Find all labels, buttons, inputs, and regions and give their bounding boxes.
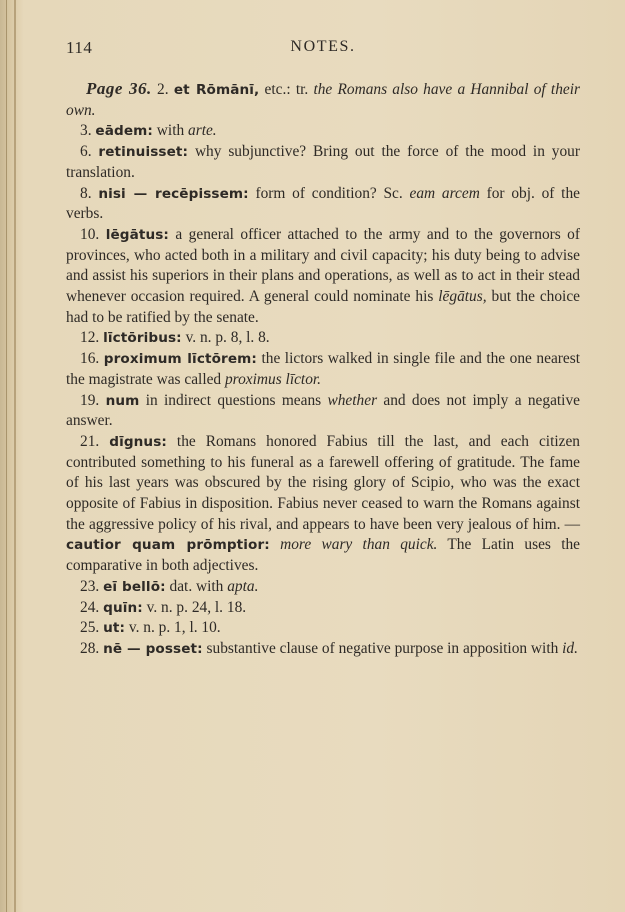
note-text: the lictors walked in single file and the one nearest the magistrate was called: [66, 350, 580, 388]
note-number: 23.: [80, 577, 100, 595]
note-text: [270, 536, 280, 553]
note-12: [66, 328, 580, 349]
note-3: [66, 121, 580, 142]
note-number: 16.: [80, 350, 100, 368]
note-lemma: eādem:: [95, 123, 153, 140]
note-lemma: retinuisset:: [98, 144, 189, 161]
note-text: in indirect questions means: [139, 391, 328, 409]
note-text: with: [152, 122, 189, 140]
note-16: [66, 349, 580, 390]
note-text: v. n. p. 8, l. 8.: [181, 329, 270, 347]
note-lemma: et Rōmānī,: [173, 82, 260, 98]
note-text: The Latin uses the comparative in both adjectives.: [66, 536, 580, 575]
note-number: 2.: [157, 81, 169, 98]
note-number: 10.: [80, 225, 100, 243]
binding-edge: [6, 0, 7, 912]
note-lemma: eī bellō:: [103, 578, 166, 595]
note-21: [66, 432, 580, 577]
note-28: [66, 639, 580, 660]
note-19: [66, 391, 580, 432]
note-number: 24.: [80, 598, 100, 616]
binding-fold: [14, 0, 16, 912]
note-lemma: nisi — recēpissem:: [98, 185, 249, 202]
note-lemma: nē — posset:: [103, 640, 203, 657]
note-23: [66, 577, 580, 598]
note-text: v. n. p. 24, l. 18.: [142, 598, 247, 616]
note-6: [66, 142, 580, 183]
note-text: why subjunctive? Bring out the force of the mood in your translation.: [66, 143, 580, 181]
note-text: v. n. p. 1, l. 10.: [125, 619, 221, 637]
note-italic: proximus līctor.: [224, 370, 322, 388]
note-8: [66, 184, 580, 225]
note-text: substantive clause of negative purpose in apposition with: [202, 639, 563, 657]
note-text: etc.: tr.: [259, 81, 314, 98]
page-reference: Page 36.: [86, 79, 152, 98]
page-header: [66, 38, 580, 60]
notes-body: [66, 79, 580, 660]
note-number: 3.: [80, 122, 92, 140]
note-italic: the Romans also have a Hannibal of their own.: [66, 81, 580, 119]
note-number: 12.: [80, 329, 100, 347]
note-lemma: proximum līctōrem:: [103, 351, 257, 368]
note-25: [66, 618, 580, 639]
note-number: 19.: [80, 391, 100, 409]
note-italic: lēgātus,: [438, 288, 487, 306]
page-number: 114: [66, 38, 93, 57]
note-text: but the choice had to be ratified by the senate.: [66, 288, 580, 326]
note-lemma: quīn:: [103, 599, 143, 616]
note-text: a general officer attached to the army and to the governors of provinces, who acted both in a military and civil capacity; his duty being to advise and assist his superiors in their plans and operations, as well as to act in their stead whenever occasion required. A general could nominate his: [66, 225, 580, 306]
note-lemma: num: [105, 392, 140, 409]
note-italic: apta.: [227, 577, 259, 595]
note-lemma: lēgātus:: [105, 226, 169, 243]
note-italic: more wary than quick.: [280, 536, 438, 554]
note-lemma: līctōribus:: [103, 330, 182, 347]
note-italic: arte.: [188, 122, 217, 140]
note-text: form of condition? Sc.: [248, 184, 410, 202]
note-lemma: dīgnus:: [109, 433, 167, 450]
note-lemma: cautior quam prōmptior:: [66, 537, 270, 554]
note-italic: whether: [327, 391, 378, 409]
note-10: [66, 225, 580, 329]
note-italic: eam arcem: [409, 184, 480, 202]
note-number: 6.: [80, 143, 92, 161]
note-text: for obj. of the verbs.: [66, 184, 580, 223]
note-text: dat. with: [165, 577, 228, 595]
note-number: 8.: [80, 184, 92, 202]
note-24: [66, 598, 580, 619]
note-text: and does not imply a negative answer.: [66, 391, 580, 430]
note-number: 25.: [80, 619, 100, 637]
note-number: 28.: [80, 639, 100, 657]
note-2: [66, 79, 580, 121]
note-lemma: ut:: [103, 620, 126, 637]
running-head: NOTES.: [290, 38, 356, 55]
note-italic: id.: [562, 639, 578, 657]
note-text: the Romans honored Fabius till the last, and each citizen contributed something to his funeral as a farewell offering of gratitude. The fame of his last years was obscured by the rising glory of Scipio, who was the exact opposite of Fabius in disposition. Fabius never ceased to warn the Romans against the aggressive policy of his rival, and appears to have been very jealous of him. —: [66, 432, 580, 533]
note-number: 21.: [80, 432, 100, 450]
